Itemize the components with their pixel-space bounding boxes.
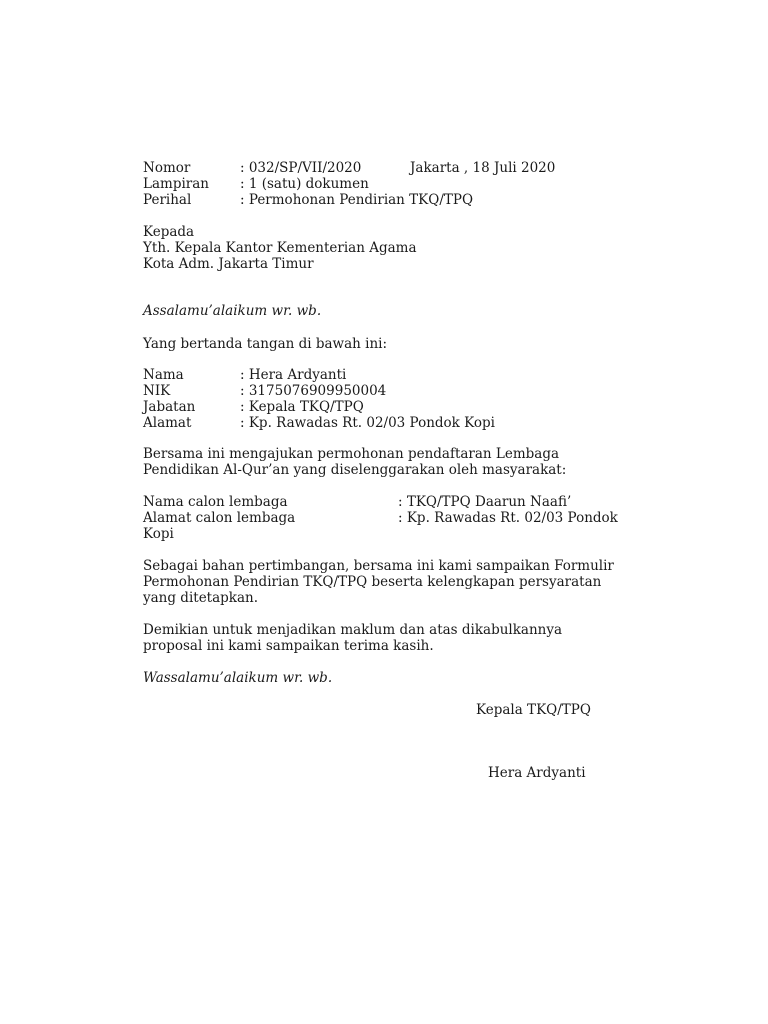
applicant-nama-label: Nama [143,367,184,383]
paragraph1-line2: Pendidikan Al-Qur’an yang diselenggarakan oleh masyarakat: [143,462,567,478]
nomor-value: : 032/SP/VII/2020 [240,160,362,176]
paragraph2-line3: yang ditetapkan. [143,590,259,606]
perihal-label: Perihal [143,192,192,208]
signature-title: Kepala TKQ/TPQ [476,702,591,718]
nomor-label: Nomor [143,160,191,176]
paragraph3-line2: proposal ini kami sampaikan terima kasih. [143,638,434,654]
paragraph1-line1: Bersama ini mengajukan permohonan pendaftaran Lembaga [143,446,560,462]
greeting: Assalamu’alaikum wr. wb. [143,303,322,319]
recipient-line1: Yth. Kepala Kantor Kementerian Agama [143,240,417,256]
institution-alamat-label: Alamat calon lembaga [143,510,296,526]
recipient-line2: Kota Adm. Jakarta Timur [143,256,314,272]
applicant-nik-label: NIK [143,383,171,399]
signature-name: Hera Ardyanti [488,765,586,781]
place-date: Jakarta , 18 Juli 2020 [410,160,556,176]
applicant-jabatan-value: : Kepala TKQ/TPQ [240,399,364,415]
lampiran-value: : 1 (satu) dokumen [240,176,369,192]
intro-text: Yang bertanda tangan di bawah ini: [143,336,388,352]
applicant-alamat-value: : Kp. Rawadas Rt. 02/03 Pondok Kopi [240,415,495,431]
institution-nama-label: Nama calon lembaga [143,494,288,510]
applicant-nama-value: : Hera Ardyanti [240,367,347,383]
perihal-value: : Permohonan Pendirian TKQ/TPQ [240,192,474,208]
paragraph2-line1: Sebagai bahan pertimbangan, bersama ini kami sampaikan Formulir [143,558,614,574]
paragraph3-line1: Demikian untuk menjadikan maklum dan atas dikabulkannya [143,622,563,638]
institution-alamat-wrap: Kopi [143,526,174,542]
applicant-alamat-label: Alamat [143,415,192,431]
applicant-jabatan-label: Jabatan [143,399,196,415]
lampiran-label: Lampiran [143,176,209,192]
institution-alamat-value: : Kp. Rawadas Rt. 02/03 Pondok [398,510,618,526]
paragraph2-line2: Permohonan Pendirian TKQ/TPQ beserta kelengkapan persyaratan [143,574,602,590]
institution-nama-value: : TKQ/TPQ Daarun Naafi’ [398,494,572,510]
applicant-nik-value: : 3175076909950004 [240,383,387,399]
closing: Wassalamu’alaikum wr. wb. [143,670,333,686]
recipient-kepada: Kepada [143,224,195,240]
